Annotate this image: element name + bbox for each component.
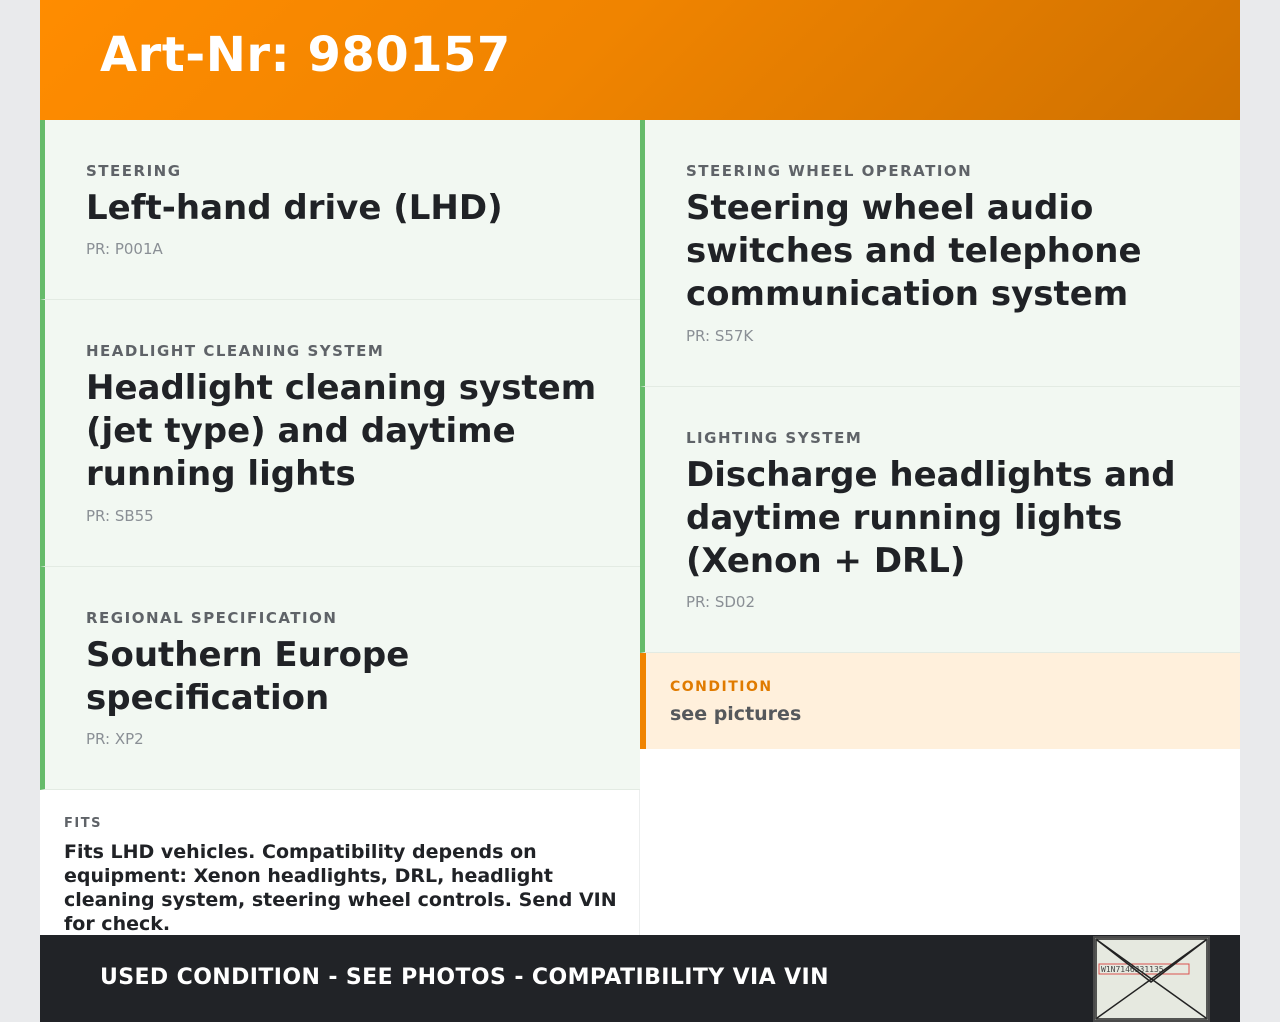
feature-card-headlight-cleaning (40, 300, 640, 567)
fits-text: Fits LHD vehicles. Compatibility depends on equipment: Xenon headlights, DRL, headlight cleaning system, steering wheel controls. Send VIN for check. (64, 841, 617, 935)
vin-photo-thumbnail[interactable] (1093, 936, 1210, 1022)
fits-label: FITS (64, 816, 102, 831)
broken-image-icon (1095, 938, 1208, 1020)
feature-card-steering-wheel-operation (640, 120, 1240, 387)
feature-label: LIGHTING SYSTEM (686, 429, 863, 447)
condition-box (640, 653, 1240, 749)
feature-label: STEERING WHEEL OPERATION (686, 162, 973, 180)
feature-value: Left-hand drive (LHD) (86, 188, 503, 228)
feature-value: Headlight cleaning system (jet type) and daytime running lights (86, 368, 597, 494)
feature-value: Southern Europe specification (86, 635, 410, 718)
header-bar (40, 0, 1240, 120)
footer-text: USED CONDITION - SEE PHOTOS - COMPATIBILITY VIA VIN (100, 965, 829, 990)
feature-pr-code: PR: SB55 (86, 507, 154, 525)
feature-pr-code: PR: SD02 (686, 593, 755, 611)
feature-pr-code: PR: P001A (86, 240, 163, 258)
condition-value: see pictures (670, 703, 802, 725)
footer-bar (40, 935, 1240, 1022)
feature-pr-code: PR: XP2 (86, 730, 144, 748)
feature-value: Discharge headlights and daytime running lights (Xenon + DRL) (686, 455, 1176, 581)
feature-value: Steering wheel audio switches and telephone communication system (686, 188, 1142, 314)
feature-label: HEADLIGHT CLEANING SYSTEM (86, 342, 385, 360)
article-number-title: Art-Nr: 980157 (100, 27, 511, 83)
product-sheet (40, 0, 1240, 1022)
condition-label: CONDITION (670, 679, 773, 695)
feature-label: REGIONAL SPECIFICATION (86, 609, 338, 627)
fits-section (40, 790, 640, 935)
thumbnail-vin-text: W1N7146J31135 (1101, 965, 1164, 974)
feature-label: STEERING (86, 162, 182, 180)
feature-card-regional-spec (40, 567, 640, 790)
feature-pr-code: PR: S57K (686, 327, 754, 345)
feature-card-steering (40, 120, 640, 300)
feature-card-lighting-system (640, 387, 1240, 653)
